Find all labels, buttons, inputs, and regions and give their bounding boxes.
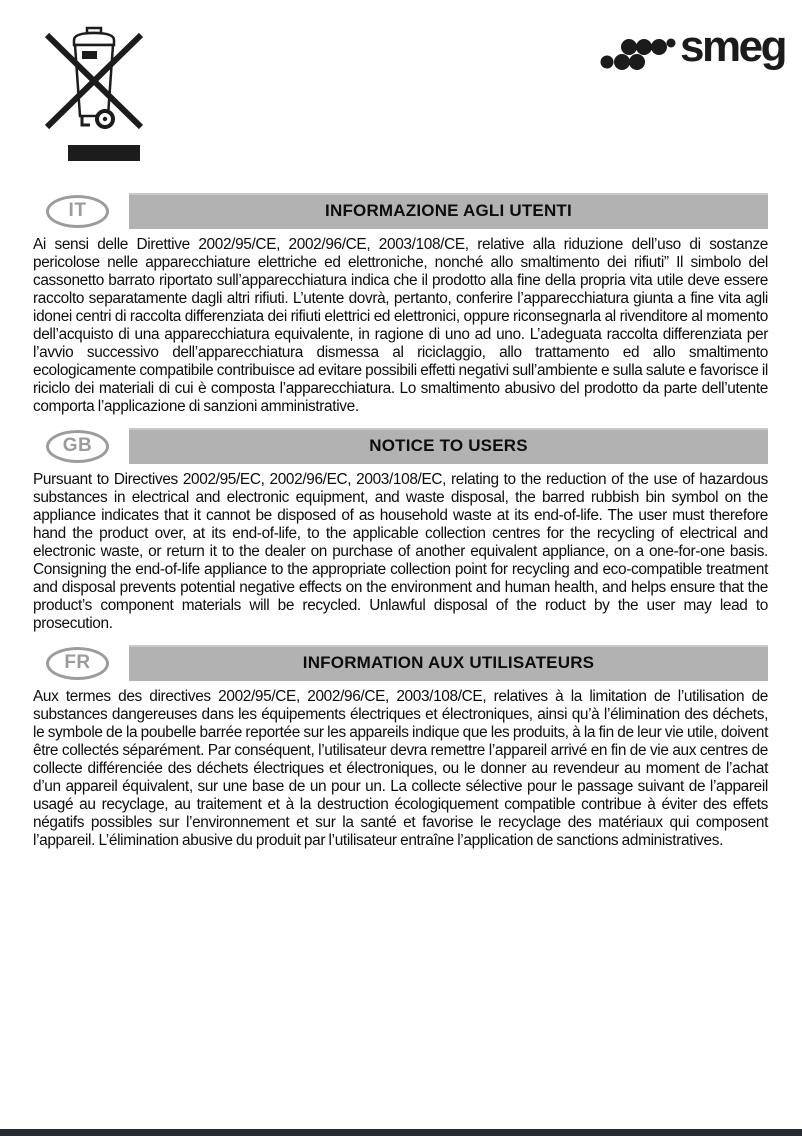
lang-badge-fr [46,647,109,680]
section-body-fr: Aux termes des directives 2002/95/CE, 2002/96/CE, 2003/108/CE, relatives à la limitation de l’utilisation de substances dangereuses dans les équipements électriques et électroniques, ainsi qu’à l’élimination des déchets, le symbole de la poubelle barrée reportée sur les appareils indique que les produits, à la fin de leur vie utile, doivent être collectés séparément. Par conséquent, l’utilisateur devra remettre l’appareil arrivé en fin de vie aux centres de collecte différenciée des déchets électriques et électroniques, ou le donner au revendeur au moment de l’achat d’un appareil équivalent, sur une base de un pour un. La collecte sélective pour le passage suivant de l’appareil usagé au recyclage, au traitement et à la destruction écologiquement compatible contribue à éviter des effets négatifs possibles sur l’environnement et sur la santé et favorise le recyclage des matériaux qui composent l’appareil. L’élimination abusive du produit par l’utilisateur entraîne l’application de sanctions administratives. [33,688,768,849]
weee-symbol [44,24,144,164]
lang-badge-label: IT [68,200,87,221]
section-header-it [33,193,768,229]
section-title-it: INFORMAZIONE AGLI UTENTI [325,201,572,220]
section-it [33,193,768,416]
black-redaction-bar [68,145,140,161]
smeg-logo-dots-icon [597,34,679,72]
section-header-gb [33,428,768,464]
lang-badge-label: GB [62,435,93,456]
weee-crossed-bin-icon [44,24,144,136]
smeg-logo [597,22,785,72]
section-title-fr: INFORMATION AUX UTILISATEURS [302,653,595,672]
section-title-bar-it [129,193,768,229]
section-title-bar-gb [129,428,768,464]
lang-badge-it [46,195,109,228]
section-body-gb: Pursuant to Directives 2002/95/EC, 2002/96/EC, 2003/108/EC, relating to the reduction of the use of hazardous substances in electrical and electronic equipment, and waste disposal, the barred rubbish bin symbol on the appliance indicates that it cannot be disposed of as household waste at its end-of-life. The user must therefore hand the product over, at its end-of-life, to the applicable collection centres for the recycling of electrical and electronic waste, or return it to the dealer on purchase of another equivalent appliance, on a one-for-one basis. Consigning the end-of-life appliance to the appropriate collection point for recycling and eco-compatible treatment and disposal prevents potential negative effects on the environment and human health, and helps ensure that the product’s component materials will be recycled. Unlawful disposal of the roduct by the user may lead to prosecution. [33,471,768,632]
section-title-bar-fr [129,645,768,681]
section-fr [33,645,768,850]
section-gb [33,428,768,633]
footer-bar [0,1129,802,1136]
section-header-fr [33,645,768,681]
section-body-it: Ai sensi delle Direttive 2002/95/CE, 2002/96/CE, 2003/108/CE, relative alla riduzione dell’uso di sostanze pericolose nelle apparecchiature elettriche ed elettroniche, nonché allo smaltimento dei rifiuti” Il simbolo del cassonetto barrato riportato sull’apparecchiatura indica che il prodotto alla fine della propria vita utile deve essere raccolto separatamente dagli altri rifiuti. L’utente dovrà, pertanto, conferire l’apparecchiatura giunta a fine vita agli idonei centri di raccolta differenziata dei rifiuti elettrici ed elettronici, oppure riconsegnarla al rivenditore al momento dell’acquisto di una apparecchiatura equivalente, in ragione di uno ad uno. L’adeguata raccolta differenziata per l’avvio successivo dell’apparecchiatura dismessa al riciclaggio, allo trattamento ed allo smaltimento ecologicamente compatibile contribuisce ad evitare possibili effetti negativi sull’ambiente e sulla salute e favorisce il riciclo dei materiali di cui è composta l’apparecchiatura. Lo smaltimento abusivo del prodotto da parte dell’utente comporta l’applicazione di sanzioni amministrative. [33,236,768,415]
lang-badge-gb [46,430,109,463]
section-title-gb: NOTICE TO USERS [369,436,528,455]
content-column [33,193,768,862]
smeg-wordmark: smeg [680,22,785,71]
lang-badge-label: FR [64,652,91,673]
